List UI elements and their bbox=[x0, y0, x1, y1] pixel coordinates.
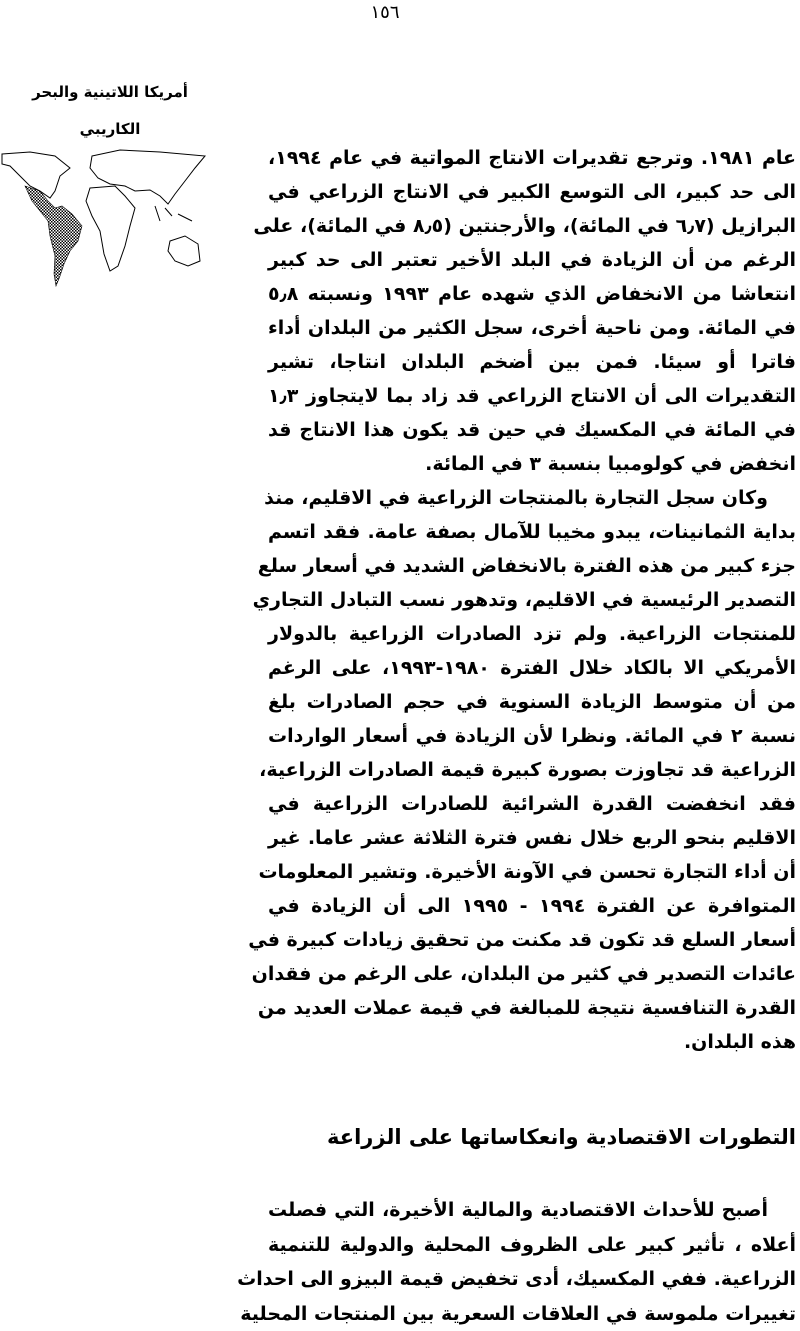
text-line: أصبح للأحداث الاقتصادية والمالية الأخيرة، التي فصلت bbox=[268, 1199, 768, 1221]
text-line: أن أداء التجارة تحسن في الآونة الأخيرة. وتشير المعلومات bbox=[258, 861, 796, 883]
text-line: تغييرات ملموسة في العلاقات السعرية بين المنتجات المحلية bbox=[240, 1302, 796, 1325]
latin-america-highlight bbox=[25, 186, 82, 286]
region-sidebar bbox=[5, 74, 215, 148]
text-line: وكان سجل التجارة بالمنتجات الزراعية في الاقليم، منذ bbox=[264, 487, 768, 509]
region-title-line-1: أمريكا اللاتينية والبحر bbox=[32, 83, 188, 101]
text-line: فاترا أو سيئا. فمن بين أضخم البلدان انتاجا، تشير bbox=[268, 351, 796, 373]
text-line: أعلاه ، تأثير كبير على الظروف المحلية والدولية للتنمية bbox=[268, 1233, 796, 1256]
region-title-line-2: الكاريبي bbox=[79, 120, 141, 138]
eurasia-outline bbox=[90, 150, 205, 204]
text-line: التقديرات الى أن الانتاج الزراعي قد زاد بما لايتجاوز ١٫٣ bbox=[268, 385, 796, 407]
text-line: الاقليم بنحو الربع خلال نفس فترة الثلاثة عشر عاما. غير bbox=[268, 827, 796, 849]
text-line: من أن متوسط الزيادة السنوية في حجم الصادرات بلغ bbox=[268, 691, 796, 713]
page-number: ١٥٦ bbox=[370, 2, 400, 23]
text-line: البرازيل (٦٫٧ في المائة)، والأرجنتين (٨٫٥ في المائة)، على bbox=[253, 215, 796, 237]
text-line: للمنتجات الزراعية. ولم تزد الصادرات الزراعية بالدولار bbox=[268, 623, 796, 645]
text-line: في المائة في المكسيك في حين قد يكون هذا الانتاج قد bbox=[268, 419, 796, 441]
text-line: الزراعية قد تجاوزت بصورة كبيرة قيمة الصادرات الزراعية، bbox=[259, 759, 796, 781]
text-line: انخفض في كولومبيا بنسبة ٣ في المائة. bbox=[425, 453, 796, 475]
world-map-icon bbox=[0, 146, 215, 296]
text-line: بداية الثمانينات، يبدو مخيبا للآمال بصفة عامة. فقد اتسم bbox=[268, 521, 796, 543]
text-line: انتعاشا من الانخفاض الذي شهده عام ١٩٩٣ ونسبته ٥٫٨ bbox=[268, 283, 797, 305]
text-line: الأمريكي الا بالكاد خلال الفترة ١٩٨٠-١٩٩٣، على الرغم bbox=[268, 657, 796, 679]
africa-outline bbox=[86, 186, 135, 271]
text-line: هذه البلدان. bbox=[683, 1031, 796, 1053]
text-line: الرغم من أن الزيادة في البلد الأخير تعتبر الى حد كبير bbox=[268, 249, 796, 271]
text-line: عام ١٩٨١. وترجع تقديرات الانتاج المواتية في عام ١٩٩٤، bbox=[268, 147, 796, 169]
section-heading: التطورات الاقتصادية وانعكاساتها على الزراعة bbox=[327, 1125, 796, 1149]
australia-outline bbox=[168, 236, 200, 266]
text-line: القدرة التنافسية نتيجة للمبالغة في قيمة عملات العديد من bbox=[257, 997, 796, 1019]
text-line: المتوافرة عن الفترة ١٩٩٤ - ١٩٩٥ الى أن الزيادة في bbox=[268, 895, 796, 917]
paragraph-2 bbox=[248, 481, 796, 1059]
text-line: عائدات التصدير في كثير من البلدان، على الرغم من فقدان bbox=[251, 963, 796, 985]
text-line: نسبة ٢ في المائة. ونظرا لأن الزيادة في أسعار الواردات bbox=[268, 725, 796, 747]
text-line: الى حد كبير، الى التوسع الكبير في الانتاج الزراعي في bbox=[268, 181, 796, 203]
text-line: الزراعية. ففي المكسيك، أدى تخفيض قيمة البيزو الى احداث bbox=[237, 1268, 796, 1290]
paragraph-1 bbox=[253, 141, 797, 481]
text-line: في المائة. ومن ناحية أخرى، سجل الكثير من البلدان أداء bbox=[268, 317, 796, 339]
text-line: التصدير الرئيسية في الاقليم، وتدهور نسب التبادل التجاري bbox=[252, 589, 796, 611]
text-line: فقد انخفضت القدرة الشرائية للصادرات الزراعية في bbox=[268, 793, 796, 815]
text-line: جزء كبير من هذه الفترة بالانخفاض الشديد في أسعار سلع bbox=[257, 555, 796, 577]
text-line: أسعار السلع قد تكون قد مكنت من تحقيق زيادات كبيرة في bbox=[248, 929, 796, 951]
paragraph-3 bbox=[237, 1193, 796, 1331]
